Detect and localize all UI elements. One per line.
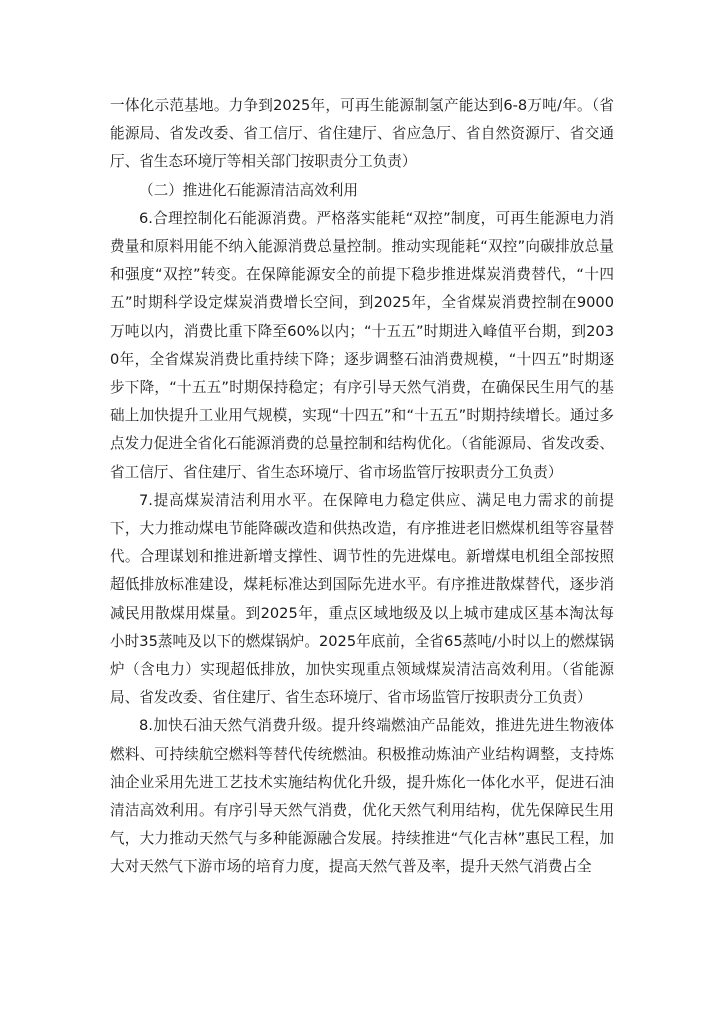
paragraph-item-7: 7.提高煤炭清洁利用水平。在保障电力稳定供应、满足电力需求的前提下，大力推动煤电节能降碳改造和供热改造，有序推进老旧燃煤机组等容量替代。合理谋划和推进新增支撑性、调节性的先进煤电。新增煤电机组全部按照超低排放标准建设，煤耗标准达到国际先进水平。有序推进散煤替代，逐步消减民用散煤用煤量。到2025年，重点区域地级及以上城市建成区基本淘汰每小时35蒸吨及以下的燃煤锅炉。2025年底前，全省65蒸吨/小时以上的燃煤锅炉（含电力）实现超低排放，加快实现重点领域煤炭清洁高效利用。（省能源局、省发改委、省住建厅、省生态环境厅、省市场监管厅按职责分工负责） [110, 491, 614, 707]
paragraph-hydrogen-target: 一体化示范基地。力争到2025年，可再生能源制氢产能达到6-8万吨/年。（省能源局、省发改委、省工信厅、省住建厅、省应急厅、省自然资源厅、省交通厅、省生态环境厅等相关部门按职责分工负责） [110, 97, 614, 171]
section-heading-fossil-energy: （二）推进化石能源清洁高效利用 [139, 181, 358, 199]
document-page [110, 92, 614, 882]
paragraph-item-8: 8.加快石油天然气消费升级。提升终端燃油产品能效，推进先进生物液体燃料、可持续航空燃料等替代传统燃油。积极推动炼油产业结构调整，支持炼油企业采用先进工艺技术实施结构优化升级，提升炼化一体化水平，促进石油清洁高效利用。有序引导天然气消费，优化天然气利用结构，优先保障民生用气，大力推动天然气与多种能源融合发展。持续推进“气化吉林”惠民工程，加大对天然气下游市场的培育力度，提高天然气普及率，提升天然气消费占全 [110, 717, 614, 876]
paragraph-item-6: 6.合理控制化石能源消费。严格落实能耗“双控”制度，可再生能源电力消费量和原料用能不纳入能源消费总量控制。推动实现能耗“双控”向碳排放总量和强度“双控”转变。在保障能源安全的前提下稳步推进煤炭消费替代，“十四五”时期科学设定煤炭消费增长空间，到2025年，全省煤炭消费控制在9000万吨以内，消费比重下降至60%以内；“十五五”时期进入峰值平台期，到2030年，全省煤炭消费比重持续下降；逐步调整石油消费规模，“十四五”时期逐步下降，“十五五”时期保持稳定；有序引导天然气消费，在确保民生用气的基础上加快提升工业用气规模，实现“十四五”和“十五五”时期持续增长。通过多点发力促进全省化石能源消费的总量控制和结构优化。（省能源局、省发改委、省工信厅、省住建厅、省生态环境厅、省市场监管厅按职责分工负责） [110, 209, 614, 481]
